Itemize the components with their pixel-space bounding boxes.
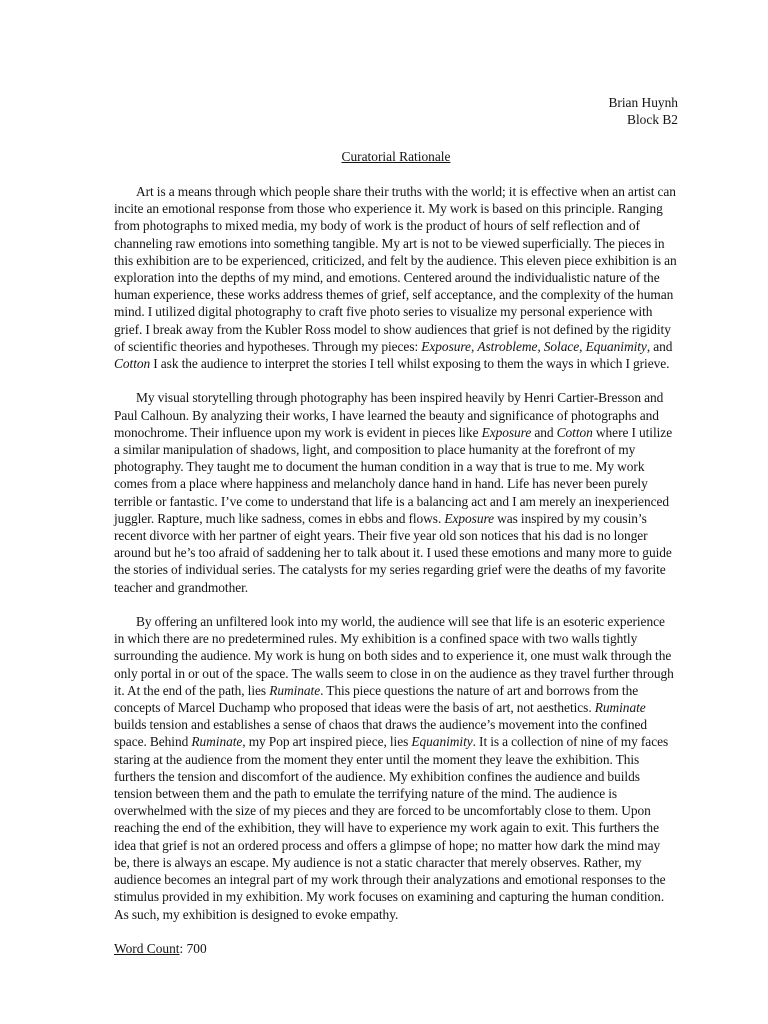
paragraph-3 xyxy=(114,613,678,923)
paragraph-text: builds tension and establishes a sense of chaos that draws the audience’s movement into the confined space. Behind xyxy=(114,717,648,750)
paragraph-text: , my Pop art inspired piece, lies xyxy=(242,734,412,750)
author-name: Brian Huynh xyxy=(608,95,678,110)
word-count-value: : 700 xyxy=(179,940,207,956)
artwork-title: Equanimity xyxy=(585,338,647,354)
artwork-title: Exposure xyxy=(481,424,532,440)
document-page xyxy=(114,94,678,957)
paragraph-text: I ask the audience to interpret the stories I tell whilst exposing to them the ways in which I grieve. xyxy=(150,356,670,372)
paragraph-text: . This piece questions the nature of art and borrows from the concepts of Marcel Duchamp who proposed that ideas were the basis of art, not aesthetics. xyxy=(114,682,639,716)
paragraph-text: , and xyxy=(646,338,673,354)
paragraph-text: was inspired by my cousin’s recent divorce with her partner of eight years. Their five year old son notices that his dad is no longer around but he’s too afraid of saddening her to talk about it. I used these emotions and many more to guide the stories of individual series. The catalysts for my series regarding grief were the deaths of my favorite teacher and grandmother. xyxy=(114,510,672,595)
document-header xyxy=(114,94,678,128)
paragraph-2 xyxy=(114,389,678,595)
document-title: Curatorial Rationale xyxy=(341,149,451,164)
paragraph-1 xyxy=(114,183,678,372)
paragraph-text: My visual storytelling through photography has been inspired heavily by Henri Cartier-Bresson and Paul Calhoun. By analyzing their works, I have learned the beauty and significance of photographs and monochrome. Their influence upon my work is evident in pieces like xyxy=(114,390,664,440)
paragraph-text: and xyxy=(531,424,557,440)
artwork-title: Ruminate xyxy=(191,734,243,750)
artwork-title: Exposure xyxy=(421,338,471,354)
paragraph-text: . It is a collection of nine of my faces staring at the audience from the moment they enter until the moment they leave the exhibition. This furthers the tension and discomfort of the audience. My exhibition confines the audience and builds tension between them and the path to emulate the terrifying nature of the mind. The audience is overwhelmed with the size of my pieces and they are forced to be uncomfortably close to them. Upon reaching the end of the exhibition, they will have to experience my work again to exit. This furthers the idea that grief is not an ordered process and offers a glimpse of hope; no matter how dark the mind may be, there is always an escape. My audience is not a static character that merely observes. Rather, my audience becomes an integral part of my work through their analyzations and emotional responses to the stimulus provided in my exhibition. My work focuses on examining and capturing the human condition. As such, my exhibition is designed to evoke empathy. xyxy=(114,734,669,922)
word-count xyxy=(114,940,678,957)
artwork-title: Ruminate xyxy=(594,700,646,716)
paragraph-text: , xyxy=(537,338,544,354)
class-block: Block B2 xyxy=(627,112,678,127)
word-count-label: Word Count xyxy=(114,940,180,956)
paragraph-text: , xyxy=(579,338,586,354)
paragraph-text: where I utilize a similar manipulation of shadows, light, and composition to place humanity at the forefront of my photography. They taught me to document the human condition in a way that is true to me. My work comes from a place where happiness and melancholy dance hand in hand. Life has never been purely terrible or fantastic. I’ve come to understand that life is a balancing act and I am merely an inexperienced juggler. Rapture, much like sadness, comes in ebbs and flows. xyxy=(114,424,673,526)
artwork-title: Exposure xyxy=(444,510,495,526)
paragraph-text: By offering an unfiltered look into my world, the audience will see that life is an esoteric experience in which there are no predetermined rules. My exhibition is a confined space with two walls tightly surrounding the audience. My work is hung on both sides and to experience it, one must walk through the only portal in or out of the space. The walls seem to close in on the audience as they travel further through it. At the end of the path, lies xyxy=(114,614,674,698)
artwork-title: Solace xyxy=(543,338,580,354)
artwork-title: Astrobleme xyxy=(477,338,538,354)
artwork-title: Cotton xyxy=(114,356,151,372)
paragraph-text: Art is a means through which people share their truths with the world; it is effective when an artist can incite an emotional response from those who experience it. My work is based on this principle. Ranging from photographs to mixed media, my body of work is the product of hours of self reflection and of channeling raw emotions into something tangible. My art is not to be viewed superficially. The pieces in this exhibition are to be experienced, criticized, and felt by the audience. This eleven piece exhibition is an exploration into the depths of my mind, and emotions. Centered around the individualistic nature of the human experience, these works address themes of grief, self acceptance, and the complexity of the human mind. I utilized digital photography to craft five photo series to visualize my personal experience with grief. I break away from the Kubler Ross model to show audiences that grief is not defined by the rigidity of scientific theories and hypotheses. Through my pieces: xyxy=(114,184,677,354)
artwork-title: Equanimity xyxy=(411,734,473,750)
paragraph-text: , xyxy=(470,338,478,354)
artwork-title: Ruminate xyxy=(269,682,321,698)
artwork-title: Cotton xyxy=(556,424,593,440)
